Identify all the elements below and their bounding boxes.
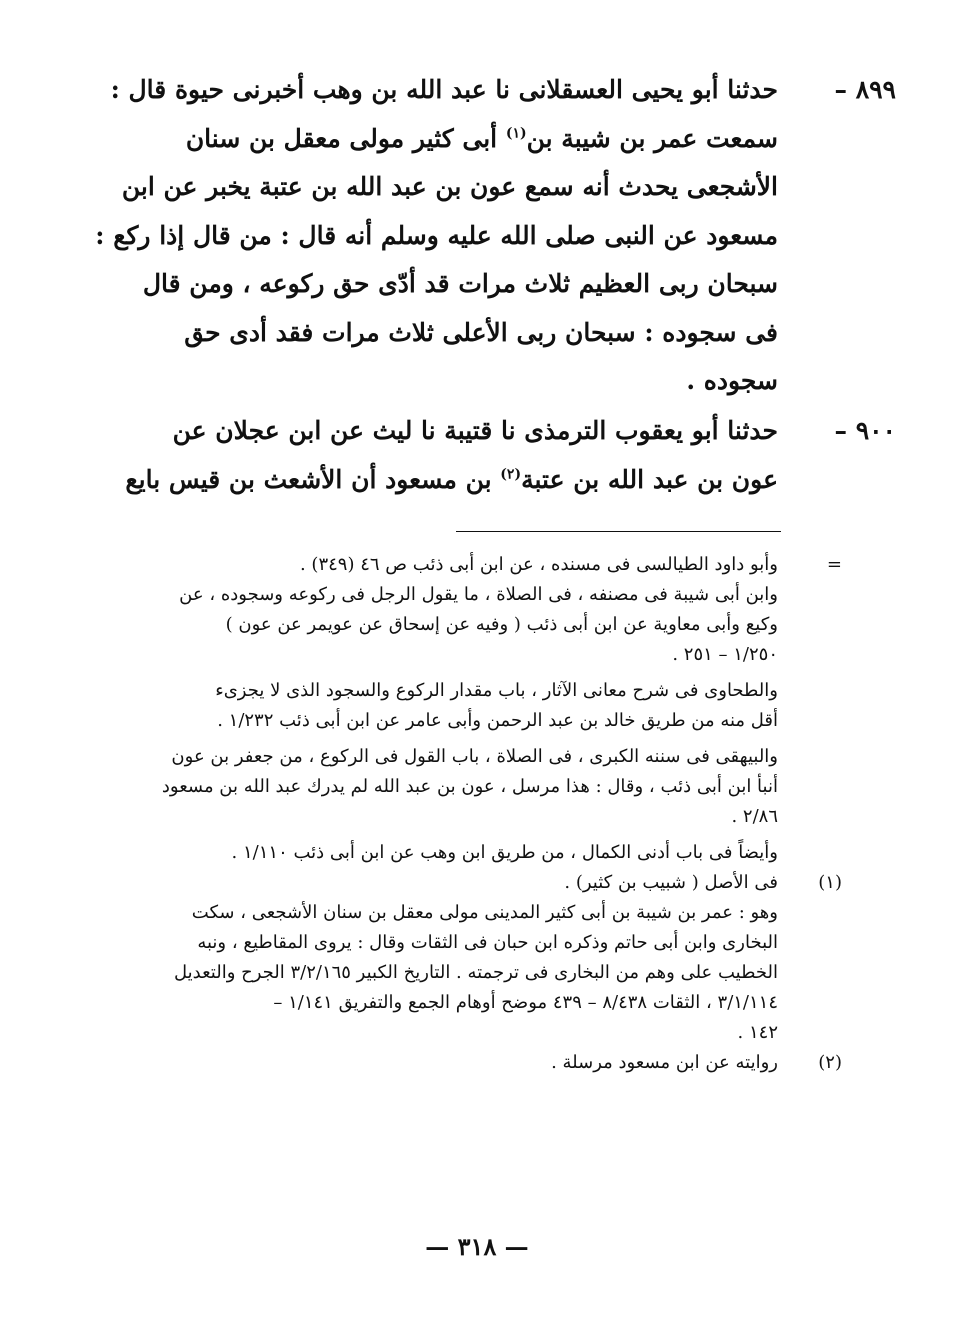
footnote-line: والبيهقى فى سننه الكبرى ، فى الصلاة ، باب القول فى الركوع ، من جعفر بن عون xyxy=(171,746,778,767)
hadith-number: ٨٩٩ – xyxy=(834,75,896,104)
footnote-marker: (١) xyxy=(818,872,842,893)
footnote-separator xyxy=(456,531,781,532)
hadith-line: مسعود عن النبى صلى الله عليه وسلم أنه قال : من قال إذا ركع : xyxy=(95,220,778,250)
footnote-line: = وأبو داود الطيالسى فى مسنده ، عن ابن أبى ذئب ص ٤٦ (٣٤٩) . xyxy=(138,550,778,580)
footnote-line: أقل منه من طريق خالد بن عبد الرحمن وأبى عامر عن ابن أبى ذئب ١/٢٣٢ . xyxy=(217,710,778,731)
hadith-900 xyxy=(125,407,896,504)
hadith-line: سجوده . xyxy=(686,366,778,395)
footnote-line: الخطيب على وهم من البخارى فى ترجمته . التاريخ الكبير ٣/٢/١٦٥ الجرح والتعديل xyxy=(174,962,778,983)
footnote-marker: (٢) xyxy=(818,1052,842,1073)
footnote-line: ٣/١/١١٤ ، الثقات ٨/٤٣٨ – ٤٣٩ موضح أوهام الجمع والتفريق ١/١٤١ – xyxy=(273,992,778,1013)
footnote-line: ١/٢٥٠ – ٢٥١ . xyxy=(672,644,778,665)
page-number: — ٣١٨ — xyxy=(425,1232,529,1261)
hadith-line: عون بن عبد الله بن عتبة$^{(٢)}$ بن مسعود أن الأشعث بن قيس بايع xyxy=(125,464,778,494)
hadith-899 xyxy=(95,66,896,406)
hadith-line: حدثنا أبو يعقوب الترمذى نا قتيبة نا ليث عن ابن عجلان عن xyxy=(172,416,778,445)
footnote-1: (١) فى الأصل ( شبيب بن كثير) . xyxy=(138,868,778,898)
hadith-line: سبحان ربى العظيم ثلاث مرات قد أدّى حق ركوعه ، ومن قال xyxy=(142,269,778,298)
footnote-line: أنبأ ابن أبى ذئب ، وقال : هذا مرسل ، عون بن عبد الله لم يدرك عبد الله بن مسعود xyxy=(161,776,778,797)
footnote-2: (٢) روايته عن ابن مسعود مرسلة . xyxy=(138,1048,778,1078)
hadith-line: الأشجعى يحدث أنه سمع عون بن عبد الله بن عتبة يخبر عن ابن xyxy=(121,172,778,201)
footnote-ref-1: (١) xyxy=(505,125,527,142)
footnote-line: وابن أبى شيبة فى مصنفه ، فى الصلاة ، ما يقول الرجل فى ركوعه وسجوده ، عن xyxy=(179,584,778,605)
footnote-line: وأيضاً فى باب أدنى الكمال ، من طريق ابن وهب عن ابن أبى ذئب ١/١١٠ . xyxy=(231,842,778,863)
footnote-line: ١٤٢ . xyxy=(737,1022,778,1043)
footnote-line: ٢/٨٦ . xyxy=(731,806,778,827)
footnote-line: وهو : عمر بن شيبة بن أبى كثير المدينى مولى معقل بن سنان الأشجعى ، سكت xyxy=(191,902,778,923)
footnote-line: البخارى وابن أبى حاتم وذكره ابن حبان فى الثقات وقال : يروى المقاطيع ، ونبه xyxy=(197,932,778,953)
footnote-ref-2: (٢) xyxy=(500,466,522,483)
hadith-line: حدثنا أبو يحيى العسقلانى نا عبد الله بن وهب أخبرنى حيوة قال : xyxy=(110,75,778,104)
continuation-marker: = xyxy=(826,554,842,575)
footnotes xyxy=(138,550,842,1078)
hadith-number: ٩٠٠ – xyxy=(834,416,896,445)
footnote-line: وكيع وأبى معاوية عن ابن أبى ذئب ( وفيه عن إسحاق عن عويمر عن عون ) xyxy=(225,614,778,635)
footnote-line: والطحاوى فى شرح معانى الآثار ، باب مقدار الركوع والسجود الذى لا يجزىء xyxy=(215,680,778,701)
hadith-line: فى سجوده : سبحان ربى الأعلى ثلاث مرات فقد أدى حق xyxy=(184,317,778,347)
hadith-line: سمعت عمر بن شيبة بن$^{(١)}$ أبى كثير مولى معقل بن سنان xyxy=(185,123,778,153)
